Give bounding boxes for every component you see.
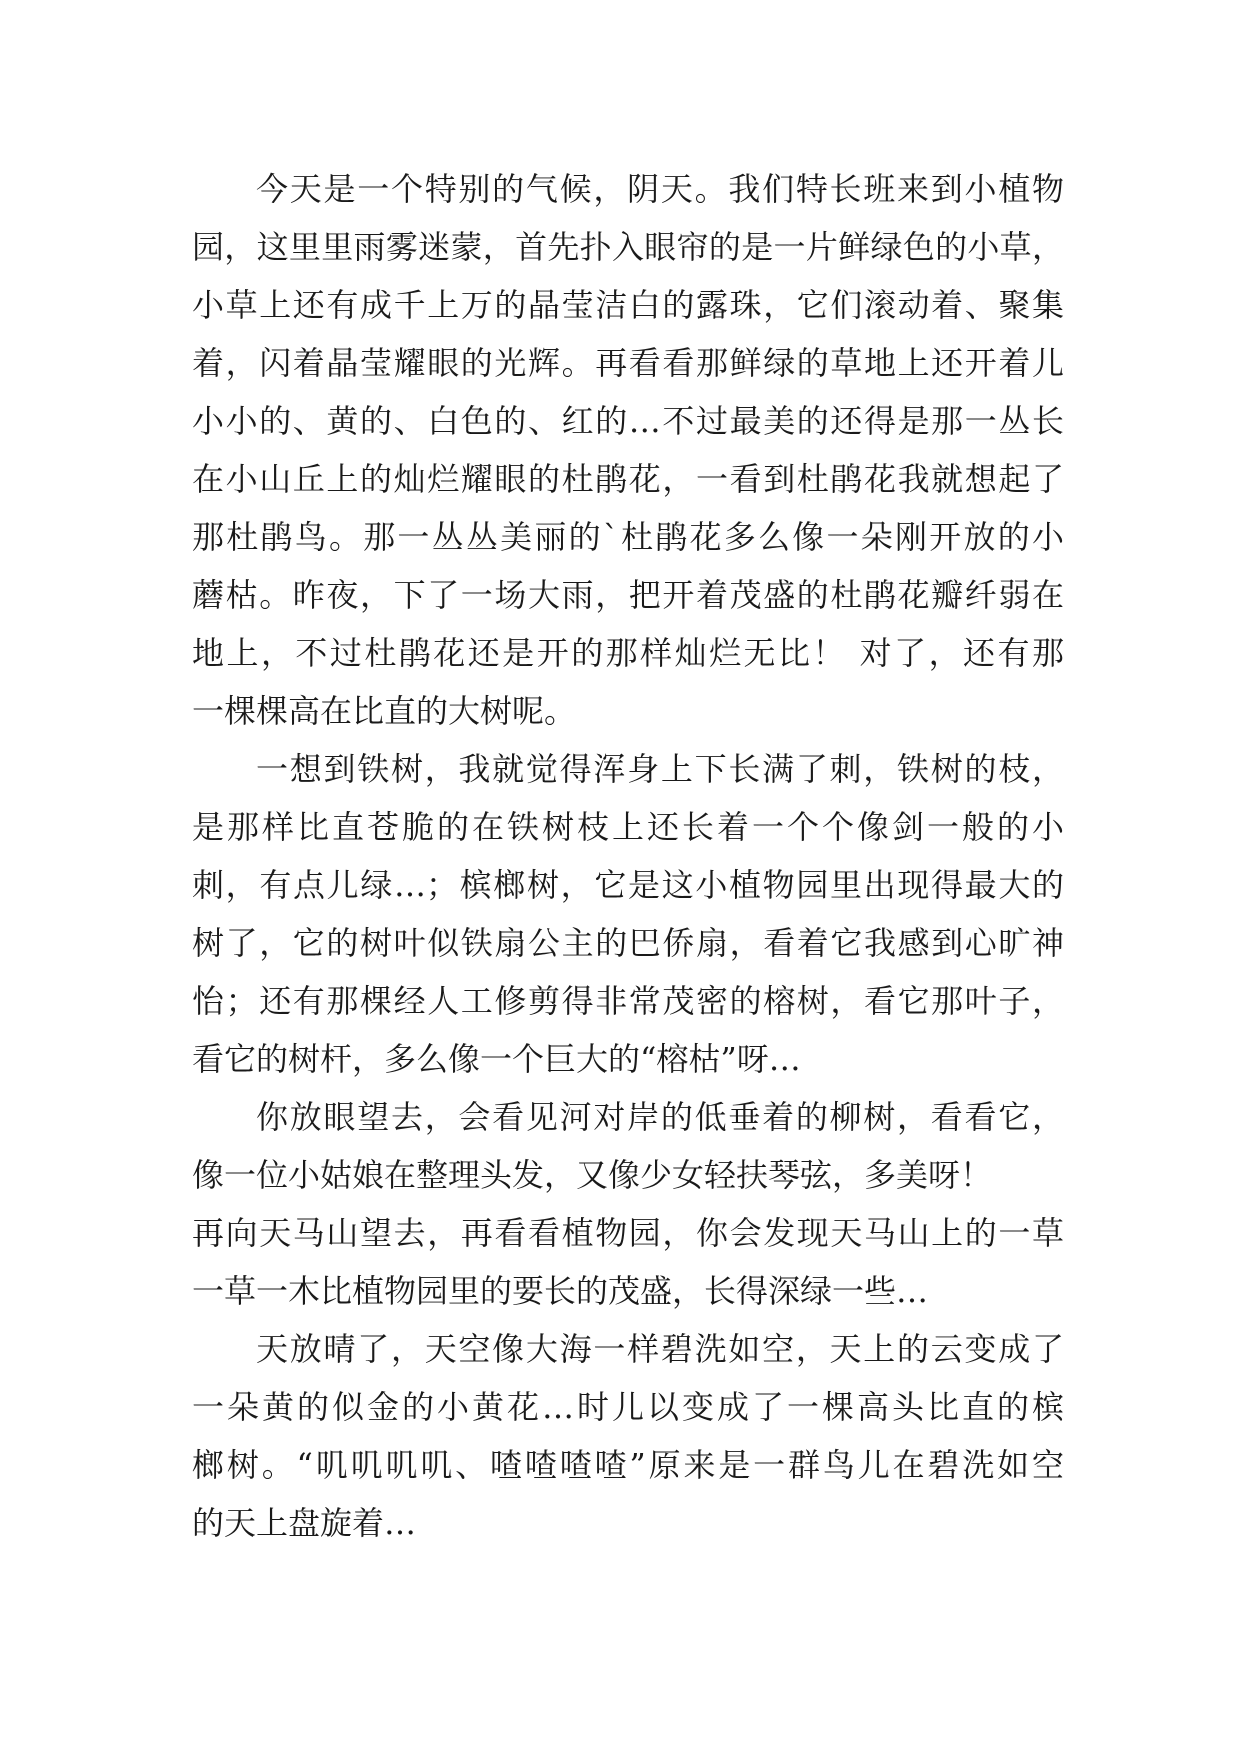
paragraph-1-line-2: 园，这里里雨雾迷蒙，首先扑入眼帘的是一片鲜绿色的小草， [192, 228, 1064, 266]
paragraph-1-line-6: 在小山丘上的灿烂耀眼的杜鹃花，一看到杜鹃花我就想起了 [192, 460, 1064, 498]
paragraph-1-line-9: 地上，不过杜鹃花还是开的那样灿烂无比！ 对了，还有那 [192, 634, 1064, 672]
paragraph-1-line-4: 着，闪着晶莹耀眼的光辉。再看看那鲜绿的草地上还开着儿 [192, 344, 1064, 382]
paragraph-1-line-1: 今天是一个特别的气候，阴天。我们特长班来到小植物 [256, 170, 1064, 208]
paragraph-3-line-2: 像一位小姑娘在整理头发，又像少女轻扶琴弦，多美呀！ [192, 1156, 993, 1194]
paragraph-2-line-5: 怡；还有那棵经人工修剪得非常茂密的榕树，看它那叶子， [192, 982, 1064, 1020]
paragraph-2-line-3: 刺，有点儿绿…；槟榔树，它是这小植物园里出现得最大的 [192, 866, 1064, 904]
paragraph-3-line-3: 再向天马山望去，再看看植物园，你会发现天马山上的一草 [192, 1214, 1064, 1252]
paragraph-1-line-3: 小草上还有成千上万的晶莹洁白的露珠，它们滚动着、聚集 [192, 286, 1064, 324]
paragraph-3-line-1: 你放眼望去，会看见河对岸的低垂着的柳树，看看它， [256, 1098, 1064, 1136]
paragraph-2-line-6: 看它的树杆，多么像一个巨大的“榕枯”呀… [192, 1040, 801, 1078]
paragraph-4-line-2: 一朵黄的似金的小黄花…时儿以变成了一棵高头比直的槟 [192, 1388, 1064, 1426]
paragraph-4-line-1: 天放晴了，天空像大海一样碧洗如空，天上的云变成了 [256, 1330, 1064, 1368]
paragraph-2-line-2: 是那样比直苍脆的在铁树枝上还长着一个个像剑一般的小 [192, 808, 1064, 846]
paragraph-4-line-4: 的天上盘旋着… [192, 1504, 417, 1542]
paragraph-1-line-5: 小小的、黄的、白色的、红的…不过最美的还得是那一丛长 [192, 402, 1064, 440]
paragraph-4-line-3: 榔树。“叽叽叽叽、喳喳喳喳”原来是一群鸟儿在碧洗如空 [192, 1446, 1064, 1484]
paragraph-1-line-7: 那杜鹃鸟。那一丛丛美丽的`杜鹃花多么像一朵刚开放的小 [192, 518, 1064, 556]
paragraph-2-line-1: 一想到铁树，我就觉得浑身上下长满了刺，铁树的枝， [256, 750, 1064, 788]
paragraph-2-line-4: 树了，它的树叶似铁扇公主的巴侨扇，看着它我感到心旷神 [192, 924, 1064, 962]
paragraph-1-line-10: 一棵棵高在比直的大树呢。 [192, 692, 577, 730]
essay-body [192, 160, 1064, 1552]
paragraph-1-line-8: 蘑枯。昨夜，下了一场大雨，把开着茂盛的杜鹃花瓣纤弱在 [192, 576, 1064, 614]
paragraph-3-line-4: 一草一木比植物园里的要长的茂盛，长得深绿一些… [192, 1272, 929, 1310]
